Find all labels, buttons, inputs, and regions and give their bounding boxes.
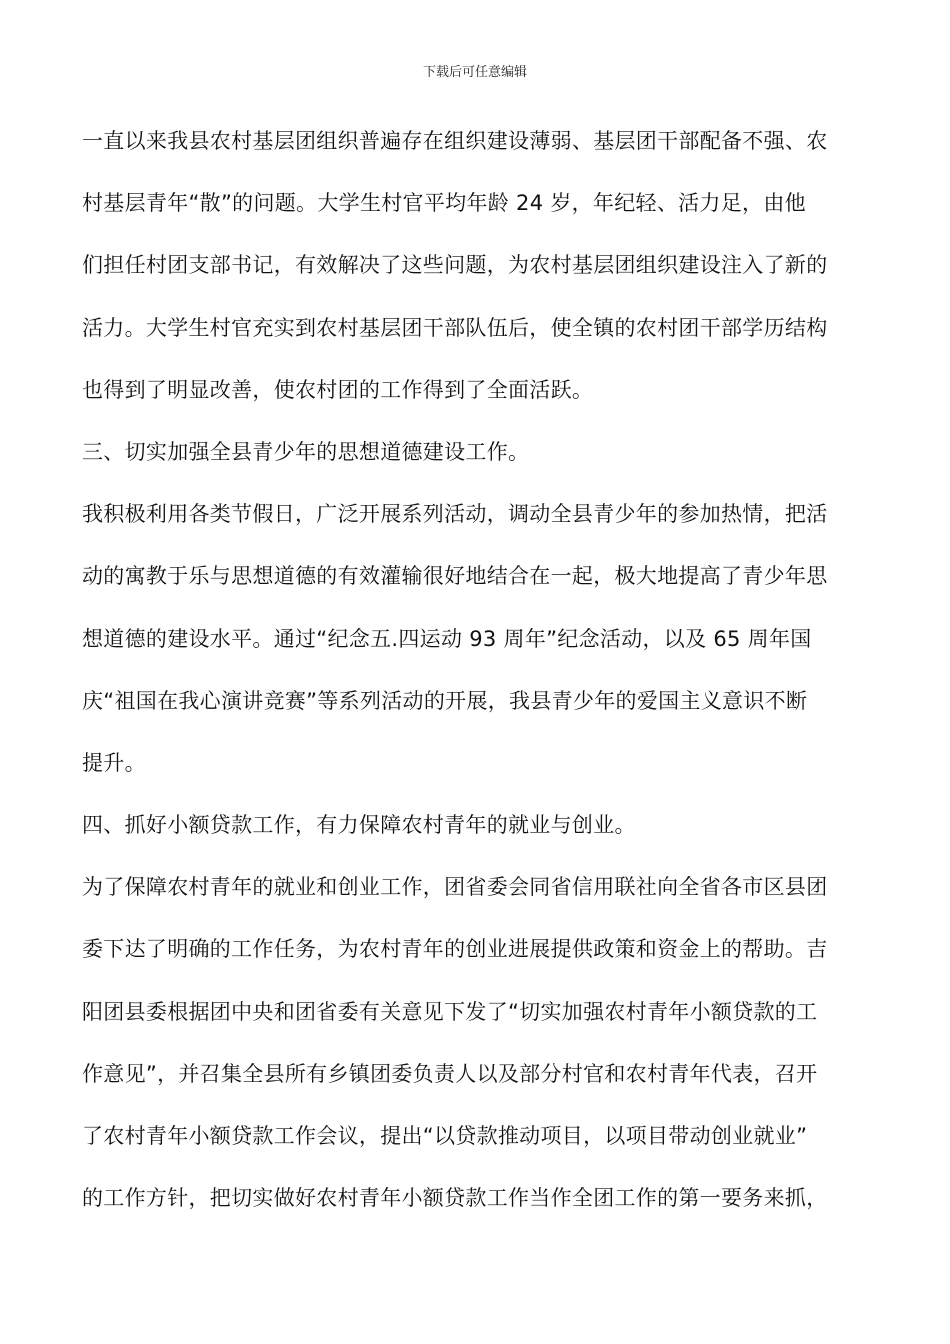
- text-line: 委下达了明确的工作任务，为农村青年的创业进展提供政策和资金上的帮助。吉: [82, 937, 828, 962]
- text-line: 村基层青年“散”的问题。大学生村官平均年龄 24 岁，年纪轻、活力足，由他: [82, 191, 806, 216]
- text-line: 一直以来我县农村基层团组织普遍存在组织建设薄弱、基层团干部配备不强、农: [82, 129, 828, 153]
- section-heading: 三、切实加强全县青少年的思想道德建设工作。: [82, 439, 530, 464]
- document-body: [82, 117, 872, 1236]
- text-line: 庆“祖国在我心演讲竞赛”等系列活动的开展，我县青少年的爱国主义意识不断: [82, 688, 808, 713]
- text-line: 想道德的建设水平。通过“纪念五.四运动 93 周年”纪念活动，以及 65 周年国: [82, 626, 812, 651]
- page-header: 下载后可任意编辑: [422, 65, 527, 80]
- text-line: 阳团县委根据团中央和团省委有关意见下发了“切实加强农村青年小额贷款的工: [82, 999, 818, 1024]
- text-line: 作意见”，并召集全县所有乡镇团委负责人以及部分村官和农村青年代表，召开: [82, 1061, 818, 1086]
- text-line: 为了保障农村青年的就业和创业工作，团省委会同省信用联社向全省各市区县团: [82, 875, 828, 900]
- text-line: 活力。大学生村官充实到农村基层团干部队伍后，使全镇的农村团干部学历结构: [82, 315, 828, 340]
- text-line: 的工作方针，把切实做好农村青年小额贷款工作当作全团工作的第一要务来抓，: [82, 1186, 828, 1211]
- text-line: 也得到了明显改善，使农村团的工作得到了全面活跃。: [82, 377, 594, 402]
- text-line: 动的寓教于乐与思想道德的有效灌输很好地结合在一起，极大地提高了青少年思: [82, 564, 828, 589]
- text-line: 了农村青年小额贷款工作会议，提出“以贷款推动项目，以项目带动创业就业”: [82, 1124, 808, 1148]
- section-heading: 四、抓好小额贷款工作，有力保障农村青年的就业与创业。: [82, 813, 636, 838]
- text-line: 我积极利用各类节假日，广泛开展系列活动，调动全县青少年的参加热情，把活: [82, 502, 828, 527]
- text-line: 们担任村团支部书记，有效解决了这些问题，为农村基层团组织建设注入了新的: [82, 253, 828, 278]
- text-line: 提升。: [82, 750, 146, 775]
